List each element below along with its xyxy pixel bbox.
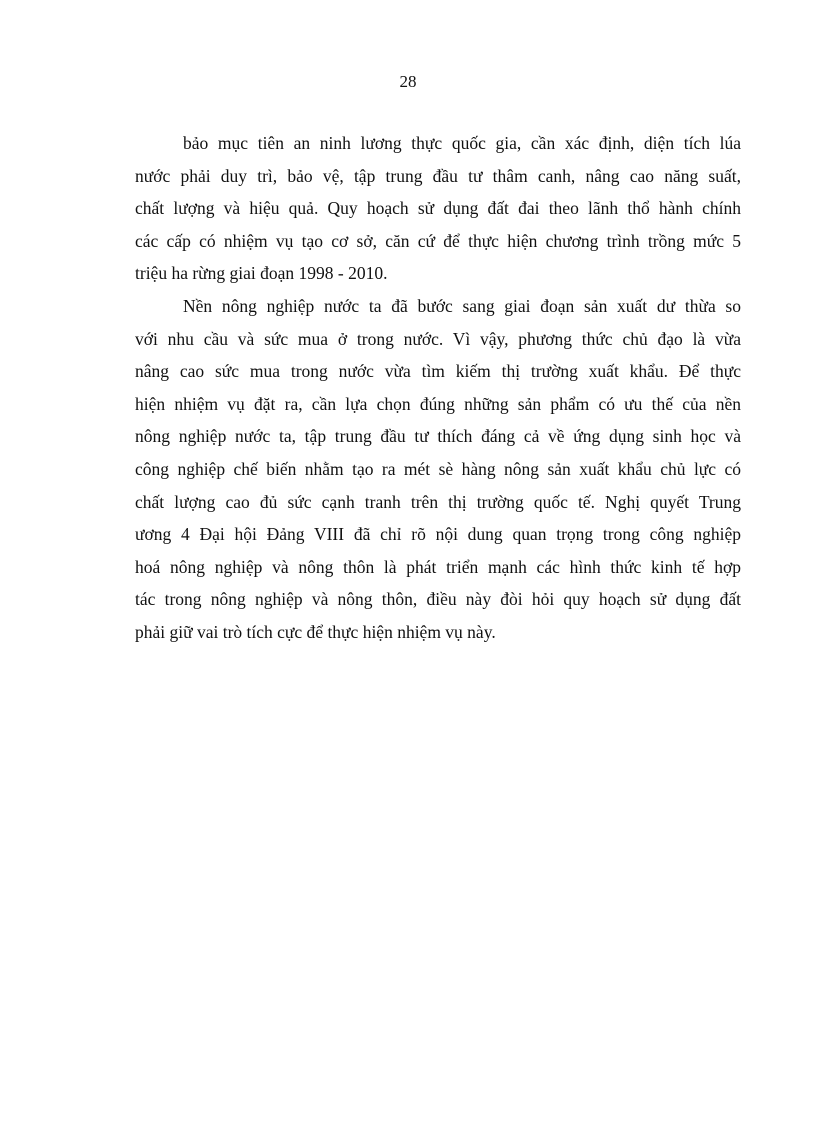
text-line: chất lượng cao đủ sức cạnh tranh trên thị trường quốc tế. Nghị quyết Trung (135, 491, 741, 512)
text-line: công nghiệp chế biến nhằm tạo ra mét sè hàng nông sản xuất khẩu chủ lực có (135, 458, 741, 479)
paragraph-1 (135, 127, 741, 290)
text-line: tác trong nông nghiệp và nông thôn, điều này đòi hỏi quy hoạch sử dụng đất (135, 589, 741, 610)
text-line: nước phải duy trì, bảo vệ, tập trung đầu tư thâm canh, nâng cao năng suất, (135, 165, 741, 186)
body-text (135, 127, 741, 649)
text-line: bảo mục tiên an ninh lương thực quốc gia, cần xác định, diện tích lúa (183, 133, 741, 153)
text-line: hiện nhiệm vụ đặt ra, cần lựa chọn đúng những sản phẩm có ưu thế của nền (135, 393, 741, 414)
text-line: hoá nông nghiệp và nông thôn là phát triển mạnh các hình thức kinh tế hợp (135, 556, 741, 577)
text-line: nâng cao sức mua trong nước vừa tìm kiếm thị trường xuất khẩu. Để thực (135, 361, 741, 382)
text-line: triệu ha rừng giai đoạn 1998 - 2010. (135, 263, 388, 284)
text-line: các cấp có nhiệm vụ tạo cơ sở, căn cứ để thực hiện chương trình trồng mức 5 (135, 230, 741, 251)
text-line: ương 4 Đại hội Đảng VIII đã chỉ rõ nội dung quan trọng trong công nghiệp (135, 524, 741, 545)
text-line: phải giữ vai trò tích cực để thực hiện nhiệm vụ này. (135, 621, 496, 642)
text-line: nông nghiệp nước ta, tập trung đầu tư thích đáng cả về ứng dụng sinh học và (135, 426, 741, 447)
paragraph-2 (135, 290, 741, 649)
page-number: 28 (399, 72, 417, 91)
text-line: với nhu cầu và sức mua ở trong nước. Vì vậy, phương thức chủ đạo là vừa (135, 328, 741, 349)
text-line: chất lượng và hiệu quả. Quy hoạch sử dụng đất đai theo lãnh thổ hành chính (135, 198, 741, 219)
text-line: Nền nông nghiệp nước ta đã bước sang giai đoạn sản xuất dư thừa so (183, 295, 741, 316)
